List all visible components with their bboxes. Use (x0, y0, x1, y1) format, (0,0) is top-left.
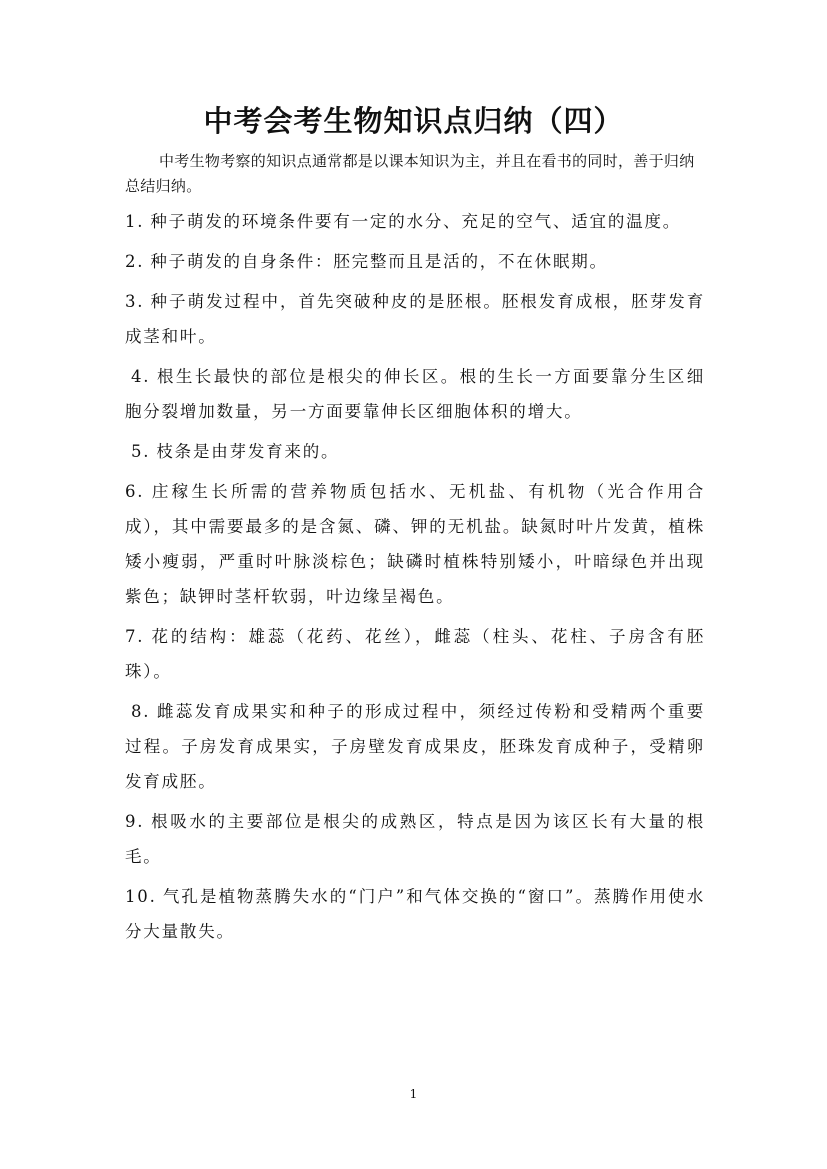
list-item (125, 879, 705, 949)
item-number: 7. (125, 627, 145, 646)
item-text: 种子萌发过程中，首先突破种皮的是胚根。胚根发育成根，胚芽发育成茎和叶。 (125, 292, 705, 346)
list-item (125, 619, 705, 689)
list-item (125, 474, 705, 614)
item-number: 6. (125, 482, 145, 501)
item-number: 9. (125, 812, 145, 831)
document-title: 中考会考生物知识点归纳（四） (203, 104, 624, 138)
item-text: 气孔是植物蒸腾失水的“门户”和气体交换的“窗口”。蒸腾作用使水分大量散失。 (125, 887, 705, 941)
item-number: 5. (131, 442, 151, 461)
item-number: 2. (125, 252, 145, 271)
item-number: 3. (125, 292, 145, 311)
item-number: 10. (125, 887, 157, 906)
list-item (125, 694, 705, 799)
list-item (125, 244, 705, 279)
item-text: 雌蕊发育成果实和种子的形成过程中，须经过传粉和受精两个重要过程。子房发育成果实，子房壁发育成果皮，胚珠发育成种子，受精卵发育成胚。 (125, 702, 705, 791)
item-number: 8. (131, 702, 151, 721)
item-text: 种子萌发的环境条件要有一定的水分、充足的空气、适宜的温度。 (150, 212, 682, 231)
list-item (125, 359, 705, 429)
list-item (125, 804, 705, 874)
list-item (125, 204, 705, 239)
item-text: 花的结构：雄蕊（花药、花丝），雌蕊（柱头、花柱、子房含有胚珠）。 (125, 627, 705, 681)
item-text: 根吸水的主要部位是根尖的成熟区，特点是因为该区长有大量的根毛。 (125, 812, 705, 866)
list-item (125, 284, 705, 354)
intro-paragraph: 中考生物考察的知识点通常都是以课本知识为主，并且在看书的同时，善于归纳总结归纳。 (125, 152, 695, 195)
item-text: 根生长最快的部位是根尖的伸长区。根的生长一方面要靠分生区细胞分裂增加数量，另一方面要靠伸长区细胞体积的增大。 (125, 367, 705, 421)
item-text: 种子萌发的自身条件：胚完整而且是活的，不在休眠期。 (150, 252, 608, 271)
item-number: 1. (125, 212, 145, 231)
list-item (125, 434, 705, 469)
item-number: 4. (131, 367, 151, 386)
item-text: 庄稼生长所需的营养物质包括水、无机盐、有机物（光合作用合成），其中需要最多的是含氮、磷、钾的无机盐。缺氮时叶片发黄，植株矮小瘦弱，严重时叶脉淡棕色；缺磷时植株特别矮小，叶暗绿色并出现紫色；缺钾时茎杆软弱，叶边缘呈褐色。 (125, 482, 705, 606)
item-text: 枝条是由芽发育来的。 (156, 442, 340, 461)
knowledge-point-list (125, 204, 705, 954)
page-number: 1 (409, 1087, 418, 1101)
